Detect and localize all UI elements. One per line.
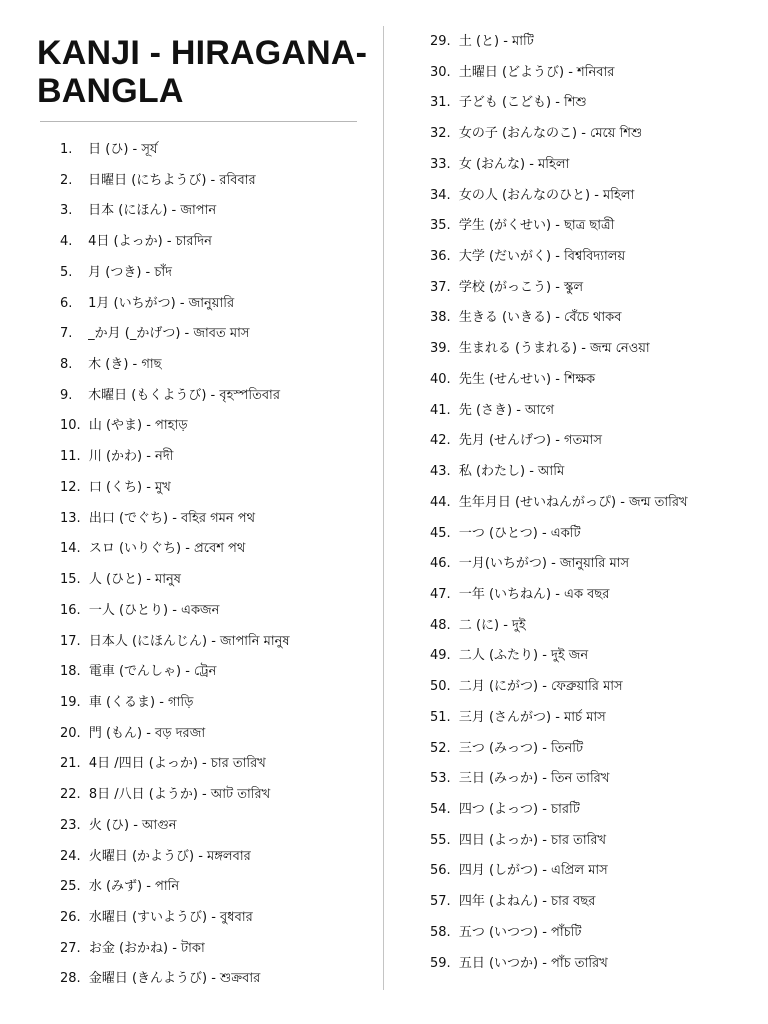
entry-number: 15. [60,572,81,588]
entry-text: 生きる (いきる) - বেঁচে থাকব [458,310,622,326]
vocab-entry [60,568,380,599]
entry-text: 日本人 (にほんじん) - জাপানি মানুষ [88,633,290,649]
vocab-entry [430,706,760,737]
entry-number: 54. [430,801,451,817]
vocab-entry [430,61,760,92]
vocab-entry [60,783,380,814]
entry-number: 38. [430,310,451,326]
entry-number: 57. [430,894,451,910]
entry-text: スロ (いりぐち) - প্রবেশ পথ [88,541,246,557]
entry-text: 8日 /八日 (ようか) - আট তারিখ [88,787,271,803]
entry-text: 水曜日 (すいようび) - বুধবার [88,909,253,925]
entry-text: 先 (さき) - আগে [458,402,554,418]
entry-number: 50. [430,679,451,695]
vocab-entry [430,429,760,460]
document-title: KANJI - HIRAGANA- BANGLA [37,34,368,110]
entry-number: 39. [430,341,451,357]
entry-text: 私 (わたし) - আমি [458,464,565,480]
vocab-entry [60,599,380,630]
entry-number: 40. [430,371,451,387]
entry-number: 14. [60,541,81,557]
entry-text: 二人 (ふたり) - দুই জন [458,648,589,664]
entry-text: 一年 (いちねん) - এক বছর [458,586,610,602]
vocab-entry [430,460,760,491]
entry-text: 川 (かわ) - নদী [88,449,174,465]
vocab-entry [60,292,380,323]
entry-number: 9. [60,387,73,403]
vocab-entry [60,476,380,507]
entry-number: 51. [430,709,451,725]
entry-text: 出口 (でぐち) - বহির গমন পথ [88,510,256,526]
entry-number: 35. [430,218,451,234]
vocab-entry [430,890,760,921]
entry-number: 19. [60,694,81,710]
vocab-entry [430,552,760,583]
entry-number: 12. [60,479,81,495]
entry-text: 一月(いちがつ) - জানুয়ারি মাস [458,556,630,572]
entry-number: 24. [60,848,81,864]
vocab-entry [60,384,380,415]
entry-text: 1月 (いちがつ) - জানুয়ারি [88,295,235,311]
entry-number: 5. [60,264,73,280]
vocab-entry [430,245,760,276]
vocab-entry [60,752,380,783]
vocab-entry [60,138,380,169]
entry-text: 木曜日 (もくようび) - বৃহস্পতিবার [88,387,280,403]
vocab-entry [430,306,760,337]
entry-number: 13. [60,510,81,526]
vocab-entry [60,875,380,906]
vocab-entry [430,276,760,307]
entry-text: 人 (ひと) - মানুষ [88,572,181,588]
entry-text: 土 (と) - মাটি [458,34,534,49]
entry-text: 水 (みず) - পানি [88,879,180,895]
entry-number: 36. [430,249,451,265]
vocab-entry [430,767,760,798]
entry-text: 車 (くるま) - গাড়ি [88,694,194,710]
title-divider [40,121,357,122]
entry-number: 53. [430,771,451,787]
entry-text: 先生 (せんせい) - শিক্ষক [458,371,596,387]
entry-number: 28. [60,971,81,987]
entry-number: 42. [430,433,451,449]
entry-number: 26. [60,909,81,925]
vocab-entry [430,491,760,522]
entry-number: 47. [430,586,451,602]
entry-number: 30. [430,64,451,80]
vocab-entry [430,214,760,245]
vocab-entry [60,845,380,876]
vocab-entry [60,906,380,937]
vocab-entry [430,337,760,368]
vocab-entry [60,660,380,691]
entry-text: 四つ (よっつ) - চারটি [458,801,580,817]
entry-text: 四日 (よっか) - চার তারিখ [458,832,607,848]
entry-number: 2. [60,172,73,188]
vocab-entry [430,522,760,553]
entry-text: 三月 (さんがつ) - মার্চ মাস [458,709,606,725]
vocab-entry [60,967,380,998]
entry-number: 37. [430,279,451,295]
entry-text: 三つ (みっつ) - তিনটি [458,740,584,756]
vocabulary-list-left [60,138,380,998]
entry-number: 22. [60,787,81,803]
vocab-entry [430,30,760,61]
entry-text: 金曜日 (きんようび) - শুক্রবার [88,971,261,987]
entry-text: 五つ (いつつ) - পাঁচটি [458,924,582,940]
entry-number: 55. [430,832,451,848]
entry-text: 口 (くち) - মুখ [88,479,171,495]
entry-number: 44. [430,494,451,510]
vocab-entry [60,537,380,568]
entry-number: 48. [430,617,451,633]
vocab-entry [430,583,760,614]
entry-text: 生年月日 (せいねんがっぴ) - জন্ম তারিখ [458,494,688,510]
entry-number: 11. [60,449,81,465]
entry-number: 46. [430,556,451,572]
entry-text: 四月 (しがつ) - এপ্রিল মাস [458,863,608,879]
entry-text: 土曜日 (どようび) - শনিবার [458,64,615,80]
entry-number: 31. [430,95,451,111]
entry-text: 日曜日 (にちようび) - রবিবার [88,172,256,188]
vocab-entry [60,814,380,845]
entry-text: 月 (つき) - চাঁদ [88,264,172,280]
entry-number: 45. [430,525,451,541]
vocab-entry [60,691,380,722]
entry-text: 木 (き) - গাছ [88,357,162,373]
vocab-entry [430,368,760,399]
entry-text: 四年 (よねん) - চার বছর [458,894,596,910]
column-divider [383,26,384,990]
vocab-entry [430,952,760,983]
entry-text: 女の子 (おんなのこ) - মেয়ে শিশু [458,126,643,142]
vocab-entry [430,614,760,645]
vocab-entry [430,184,760,215]
vocab-entry [430,91,760,122]
vocab-entry [430,644,760,675]
entry-text: 一人 (ひとり) - একজন [88,602,220,618]
entry-text: 女の人 (おんなのひと) - মহিলা [458,187,635,203]
entry-text: _か月 (_かげつ) - জাবত মাস [88,326,250,342]
entry-text: 学校 (がっこう) - স্কুল [458,279,584,295]
entry-number: 56. [430,863,451,879]
vocab-entry [60,630,380,661]
entry-number: 21. [60,756,81,772]
entry-number: 16. [60,602,81,618]
vocab-entry [60,261,380,292]
vocab-entry [60,937,380,968]
entry-text: 日 (ひ) - সূর্য [88,142,158,157]
vocab-entry [60,322,380,353]
entry-number: 52. [430,740,451,756]
vocab-entry [430,399,760,430]
entry-number: 4. [60,234,73,250]
entry-text: 山 (やま) - পাহাড় [88,418,188,434]
vocab-entry [60,445,380,476]
entry-number: 27. [60,940,81,956]
entry-text: 一つ (ひとつ) - একটি [458,525,581,541]
entry-text: 4日 (よっか) - চারদিন [88,234,212,250]
entry-text: 火曜日 (かようび) - মঙ্গলবার [88,848,251,864]
entry-number: 6. [60,295,73,311]
vocabulary-list-right [430,30,760,982]
vocab-entry [430,122,760,153]
entry-text: 4日 /四日 (よっか) - চার তারিখ [88,756,266,772]
entry-number: 43. [430,464,451,480]
entry-number: 34. [430,187,451,203]
entry-text: 大学 (だいがく) - বিশ্ববিদ্যালয় [458,249,626,265]
entry-number: 1. [60,142,73,157]
entry-number: 29. [430,34,451,49]
entry-text: 火 (ひ) - আগুন [88,817,177,833]
entry-number: 8. [60,357,73,373]
entry-number: 25. [60,879,81,895]
entry-text: 学生 (がくせい) - ছাত্র ছাত্রী [458,218,615,234]
vocab-entry [60,722,380,753]
vocab-entry [60,353,380,384]
vocab-entry [430,921,760,952]
vocab-entry [60,507,380,538]
vocab-entry [60,414,380,445]
vocab-entry [430,829,760,860]
entry-text: 女 (おんな) - মহিলা [458,156,570,172]
entry-text: 三日 (みっか) - তিন তারিখ [458,771,610,787]
entry-number: 17. [60,633,81,649]
entry-number: 41. [430,402,451,418]
vocab-entry [60,169,380,200]
vocab-entry [430,859,760,890]
entry-number: 33. [430,156,451,172]
vocab-entry [430,798,760,829]
entry-number: 3. [60,203,73,219]
entry-number: 10. [60,418,81,434]
entry-text: 電車 (でんしゃ) - ট্রেন [88,664,217,680]
entry-number: 49. [430,648,451,664]
vocab-entry [60,230,380,261]
vocab-entry [430,737,760,768]
entry-text: 生まれる (うまれる) - জন্ম নেওয়া [458,341,650,357]
entry-number: 18. [60,664,81,680]
vocab-entry [60,199,380,230]
entry-text: 二 (に) - দুই [458,617,526,633]
entry-text: 先月 (せんげつ) - গতমাস [458,433,602,449]
entry-text: 五日 (いつか) - পাঁচ তারিখ [458,955,608,971]
entry-text: 門 (もん) - বড় দরজা [88,725,206,741]
entry-number: 59. [430,955,451,971]
entry-number: 20. [60,725,81,741]
entry-text: 二月 (にがつ) - ফেব্রুয়ারি মাস [458,679,623,695]
entry-number: 7. [60,326,73,342]
vocab-entry [430,153,760,184]
entry-text: 日本 (にほん) - জাপান [88,203,217,219]
entry-number: 23. [60,817,81,833]
entry-text: 子ども (こども) - শিশু [458,95,587,111]
entry-number: 58. [430,924,451,940]
entry-text: お金 (おかね) - টাকা [88,940,205,956]
entry-number: 32. [430,126,451,142]
vocab-entry [430,675,760,706]
